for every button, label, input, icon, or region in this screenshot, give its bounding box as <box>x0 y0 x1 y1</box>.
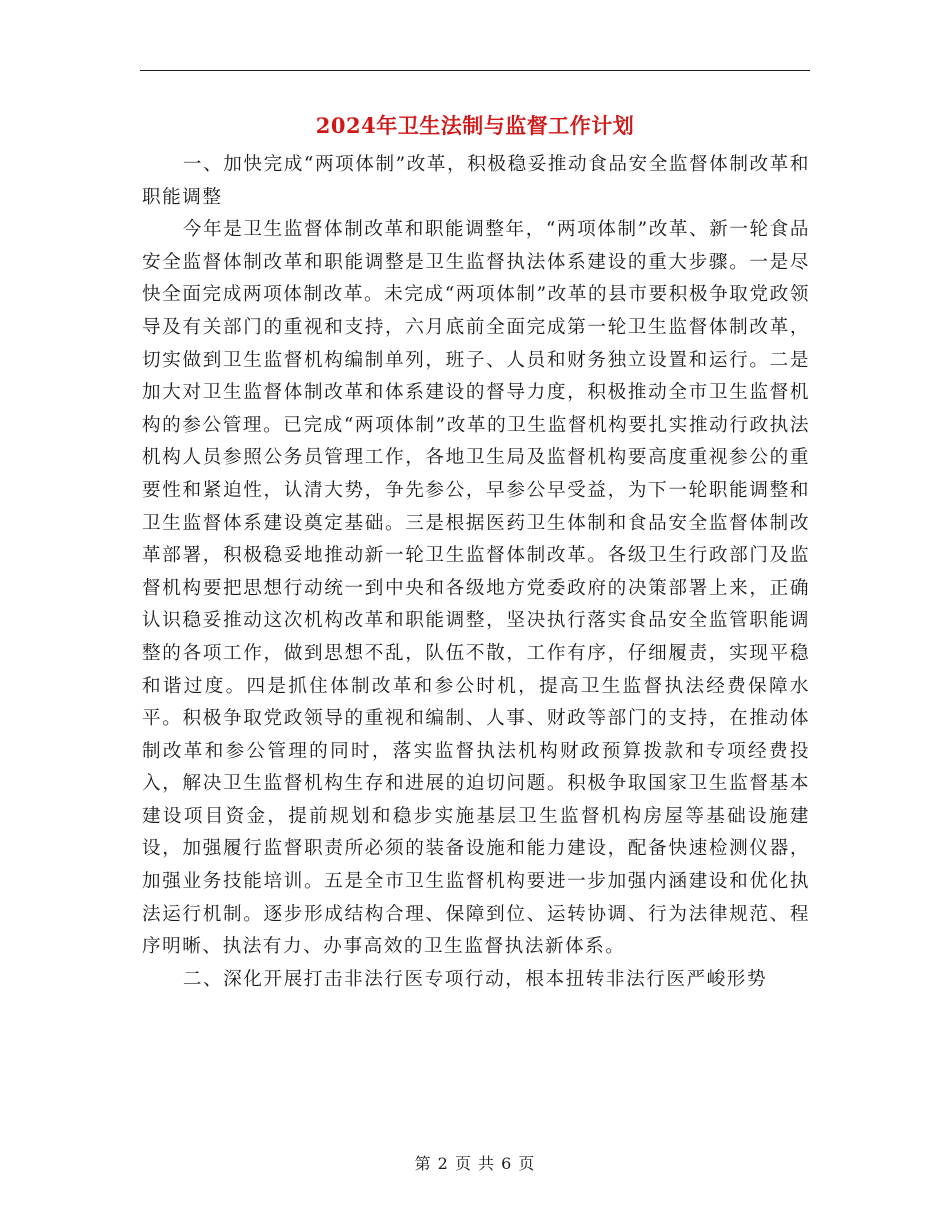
header-rule <box>140 70 810 71</box>
document-title: 2024年卫生法制与监督工作计划 <box>315 113 635 138</box>
page-number: 第 2 页 共 6 页 <box>414 1154 536 1173</box>
section-heading-1: 一、加快完成“两项体制”改革，积极稳妥推动食品安全监督体制改革和职能调整 <box>142 154 810 208</box>
document-body <box>142 149 810 996</box>
body-paragraph-1: 今年是卫生监督体制改革和职能调整年，“两项体制”改革、新一轮食品安全监督体制改革和职能调整是卫生监督执法体系建设的重大步骤。一是尽快全面完成两项体制改革。未完成“两项体制”改革的县市要积极争取党政领导及有关部门的重视和支持，六月底前全面完成第一轮卫生监督体制改革，切实做到卫生监督机构编制单列，班子、人员和财务独立设置和运行。二是加大对卫生监督体制改革和体系建设的督导力度，积极推动全市卫生监督机构的参公管理。已完成“两项体制”改革的卫生监督机构要扎实推动行政执法机构人员参照公务员管理工作，各地卫生局及监督机构要高度重视参公的重要性和紧迫性，认清大势，争先参公，早参公早受益，为下一轮职能调整和卫生监督体系建设奠定基础。三是根据医药卫生体制和食品安全监督体制改革部署，积极稳妥地推动新一轮卫生监督体制改革。各级卫生行政部门及监督机构要把思想行动统一到中央和各级地方党委政府的决策部署上来，正确认识稳妥推动这次机构改革和职能调整，坚决执行落实食品安全监管职能调整的各项工作，做到思想不乱，队伍不散，工作有序，仔细履责，实现平稳和谐过度。四是抓住体制改革和参公时机，提高卫生监督执法经费保障水平。积极争取党政领导的重视和编制、人事、财政等部门的支持，在推动体制改革和参公管理的同时，落实监督执法机构财政预算拨款和专项经费投入，解决卫生监督机构生存和进展的迫切问题。积极争取国家卫生监督基本建设项目资金，提前规划和稳步实施基层卫生监督机构房屋等基础设施建设，加强履行监督职责所必须的装备设施和能力建设，配备快速检测仪器，加强业务技能培训。五是全市卫生监督机构要进一步加强内涵建设和优化执法运行机制。逐步形成结构合理、保障到位、运转协调、行为法律规范、程序明晰、执法有力、办事高效的卫生监督执法新体系。 <box>142 219 810 958</box>
section-heading-2: 二、深化开展打击非法行医专项行动，根本扭转非法行医严峻形势 <box>182 968 768 990</box>
